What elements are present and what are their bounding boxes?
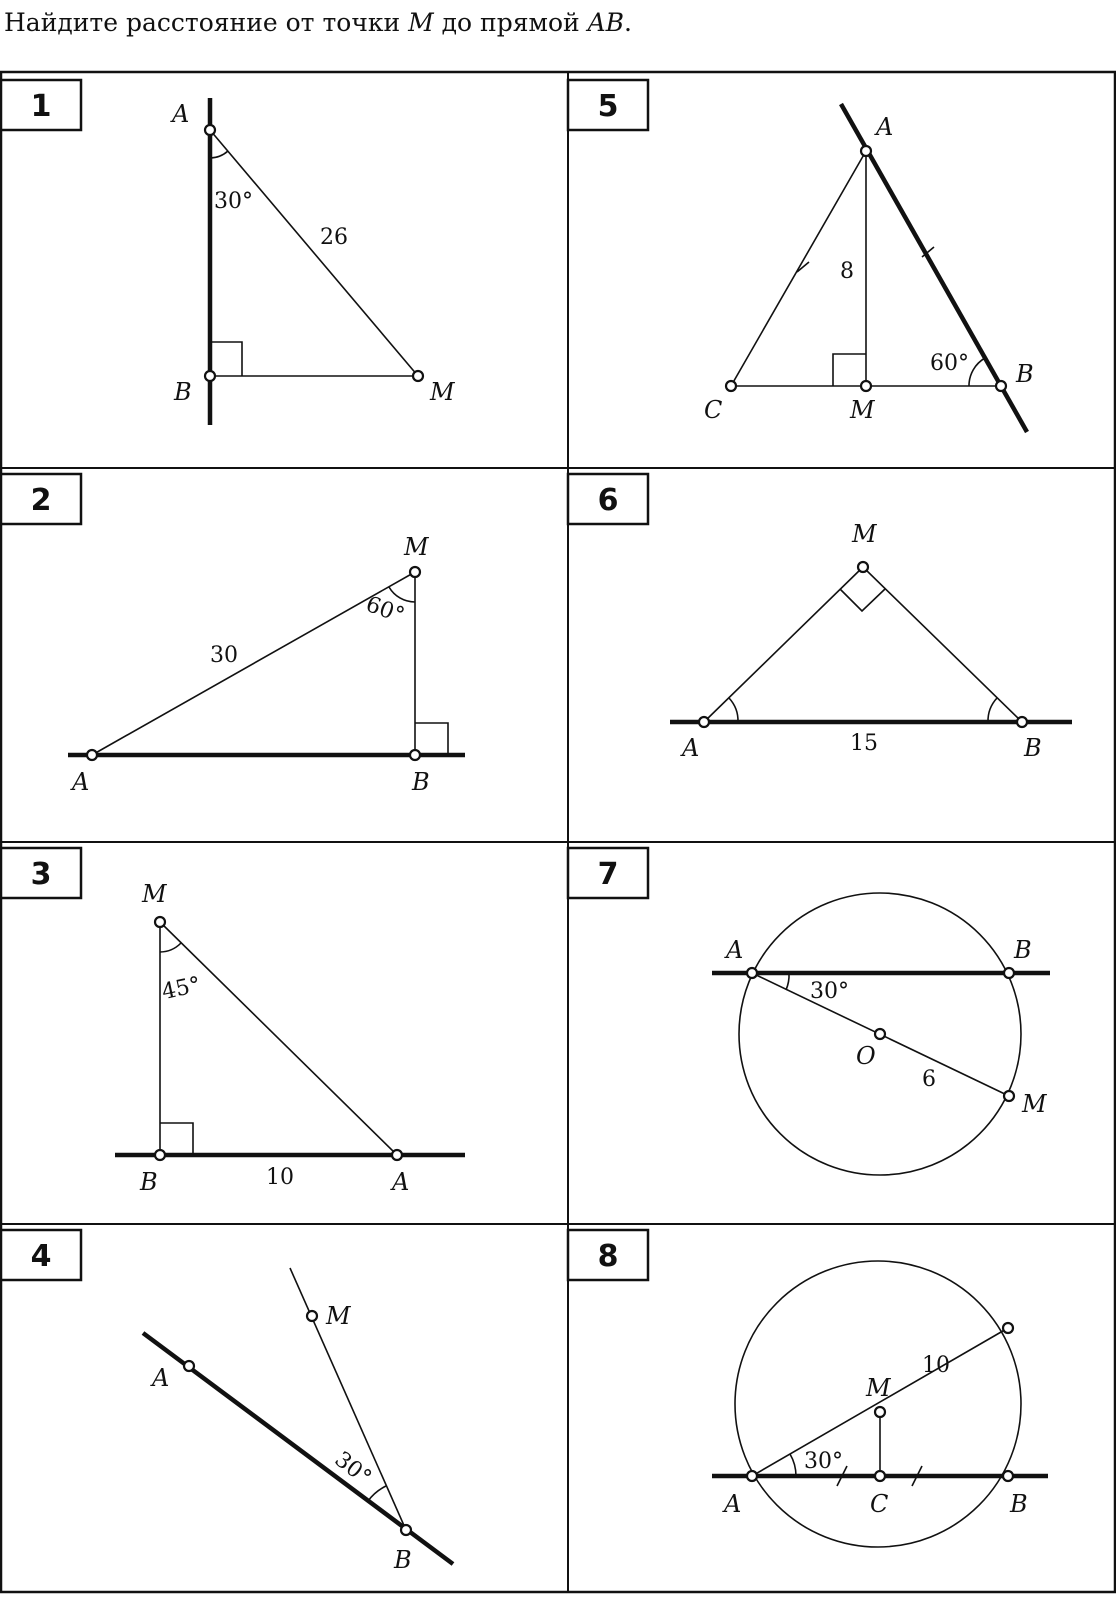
segment-am	[92, 572, 415, 755]
panel-1	[1, 80, 456, 425]
point-b	[1017, 717, 1027, 727]
point-m	[413, 371, 423, 381]
point-m	[410, 567, 420, 577]
point-b	[996, 381, 1006, 391]
task-text-start: Найдите расстояние от точки	[4, 8, 409, 37]
angle-arc	[969, 358, 985, 386]
segment-am	[704, 567, 863, 722]
task-point-m: M	[408, 8, 434, 37]
label-a: A	[726, 936, 744, 964]
angle-arc	[729, 698, 738, 722]
panel-number-badge	[1, 474, 81, 524]
panel-4	[1, 1230, 453, 1574]
angle-arc	[988, 698, 997, 722]
label-b: B	[1010, 1490, 1028, 1518]
task-text-middle: до прямой	[433, 8, 588, 37]
point-m	[307, 1311, 317, 1321]
angle-label: 30°	[214, 189, 253, 214]
panel-number: 7	[597, 857, 619, 892]
label-a: A	[152, 1364, 170, 1392]
label-c: C	[870, 1490, 889, 1518]
label-a: A	[682, 734, 700, 762]
panel-number-badge	[1, 80, 81, 130]
label-b: B	[394, 1546, 412, 1574]
panel-number-badge	[1, 848, 81, 898]
panel-number-badge	[1, 1230, 81, 1280]
angle-label: 30°	[329, 1447, 376, 1491]
label-b: B	[412, 768, 430, 796]
angle-arc	[790, 1454, 796, 1476]
point-a	[861, 146, 871, 156]
label-m: M	[142, 880, 167, 908]
panel-number-badge	[568, 848, 648, 898]
point-m	[861, 381, 871, 391]
length-label: 6	[922, 1067, 936, 1092]
panel-number-badge	[568, 474, 648, 524]
length-label: 15	[850, 731, 878, 756]
panel-number-badge	[568, 80, 648, 130]
panel-number: 4	[30, 1239, 52, 1274]
point-b	[1004, 968, 1014, 978]
segment-mb	[863, 567, 1022, 722]
label-m: M	[1022, 1090, 1047, 1118]
angle-arc	[786, 973, 789, 990]
task-text-end: .	[624, 8, 632, 37]
label-a: A	[72, 768, 90, 796]
label-m: M	[404, 533, 429, 561]
point-m	[155, 917, 165, 927]
point-a	[392, 1150, 402, 1160]
label-m: M	[326, 1302, 351, 1330]
label-o: O	[856, 1042, 876, 1070]
label-b: B	[140, 1168, 158, 1196]
panel-6	[568, 474, 1072, 762]
panel-7	[568, 848, 1050, 1175]
panel-number: 1	[30, 89, 52, 124]
point-a	[184, 1361, 194, 1371]
right-angle-mark	[210, 342, 242, 376]
label-m: M	[866, 1374, 891, 1402]
label-b: B	[1016, 360, 1034, 388]
panel-number: 2	[30, 483, 52, 518]
chord-end-point	[1003, 1323, 1013, 1333]
label-b: B	[1024, 734, 1042, 762]
label-a: A	[724, 1490, 742, 1518]
point-b	[401, 1525, 411, 1535]
point-m	[875, 1407, 885, 1417]
length-label: 10	[266, 1165, 294, 1190]
point-a	[747, 968, 757, 978]
label-a: A	[392, 1168, 410, 1196]
angle-label: 60°	[362, 592, 408, 629]
point-b	[205, 371, 215, 381]
point-a	[87, 750, 97, 760]
point-b	[155, 1150, 165, 1160]
label-a: A	[876, 113, 894, 141]
angle-arc	[368, 1486, 386, 1501]
panel-8	[568, 1230, 1048, 1547]
point-c	[875, 1471, 885, 1481]
label-a: A	[172, 100, 190, 128]
label-m: M	[430, 378, 455, 406]
right-angle-mark	[415, 723, 448, 755]
length-label: 10	[922, 1353, 950, 1378]
point-a	[699, 717, 709, 727]
label-b: B	[1014, 936, 1032, 964]
panel-3	[1, 848, 465, 1196]
panel-number: 8	[597, 1239, 619, 1274]
panel-number: 5	[597, 89, 619, 124]
segment-ma	[160, 922, 397, 1155]
right-angle-mark	[160, 1123, 193, 1155]
panel-number: 6	[597, 483, 619, 518]
length-label: 8	[840, 259, 854, 284]
point-o	[875, 1029, 885, 1039]
task-line-ab: AB	[587, 8, 625, 37]
angle-arc	[210, 151, 228, 158]
right-angle-mark	[840, 589, 885, 611]
point-b	[1003, 1471, 1013, 1481]
segment-am	[210, 130, 418, 376]
length-label: 30	[210, 643, 238, 668]
angle-label: 60°	[930, 351, 969, 376]
point-m	[858, 562, 868, 572]
angle-label: 30°	[804, 1449, 843, 1474]
panel-number-badge	[568, 1230, 648, 1280]
label-b: B	[174, 378, 192, 406]
right-angle-mark	[833, 354, 866, 386]
panel-5	[568, 80, 1034, 432]
angle-arc	[160, 943, 181, 952]
point-b	[410, 750, 420, 760]
label-m: M	[850, 396, 875, 424]
label-c: C	[704, 396, 723, 424]
point-m	[1004, 1091, 1014, 1101]
length-label: 26	[320, 225, 348, 250]
label-m: M	[852, 520, 877, 548]
point-a	[205, 125, 215, 135]
angle-label: 30°	[810, 979, 849, 1004]
point-a	[747, 1471, 757, 1481]
point-c	[726, 381, 736, 391]
panel-number: 3	[30, 857, 52, 892]
angle-label: 45°	[159, 972, 203, 1006]
panel-2	[1, 474, 465, 796]
